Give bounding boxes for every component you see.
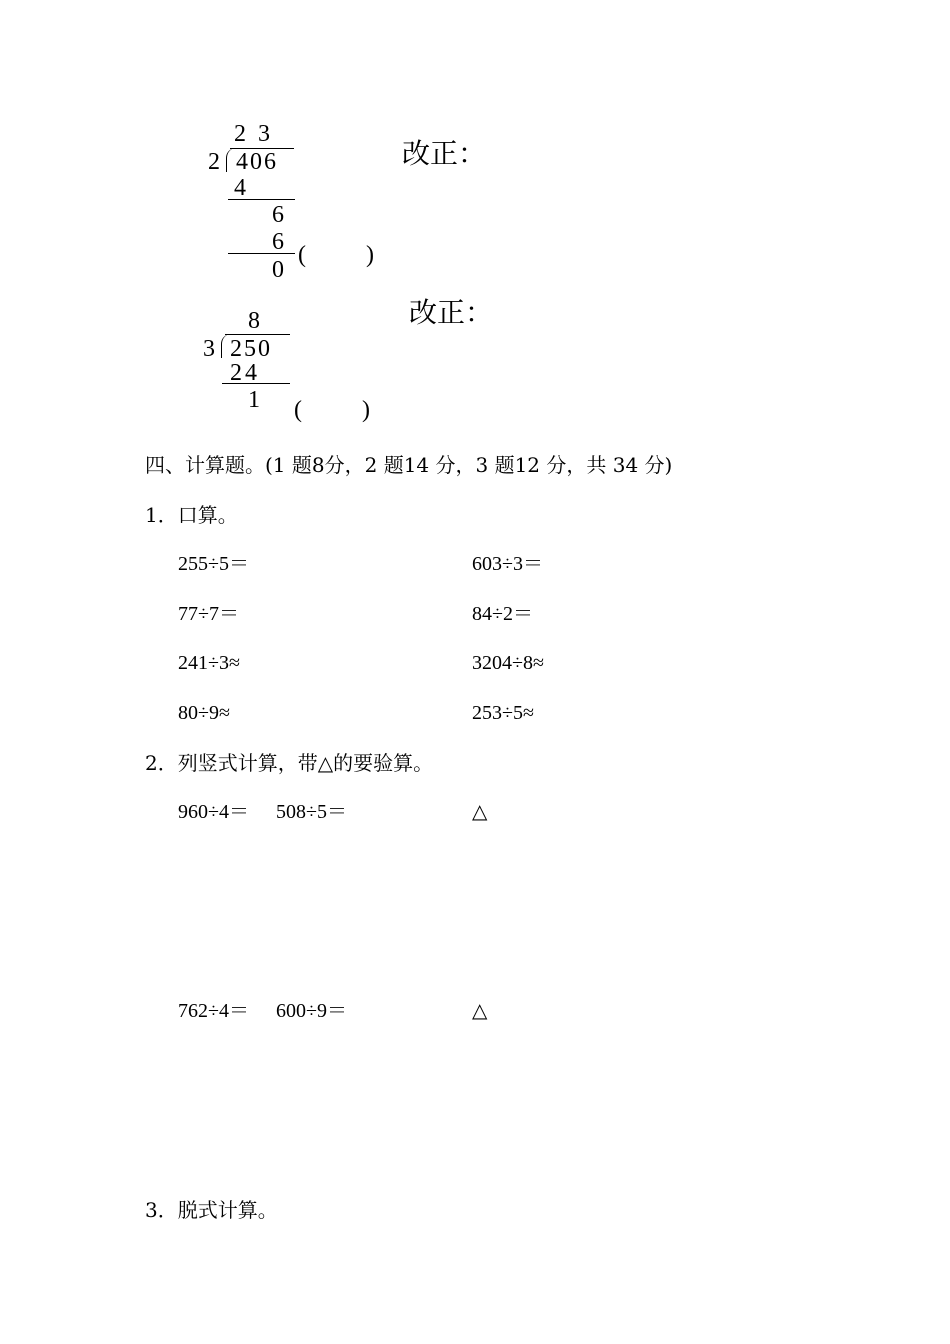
- q1-item-7: 80÷9≈: [178, 702, 230, 724]
- ld2-remainder: 1: [248, 387, 260, 413]
- ld1-answer-paren[interactable]: ( ): [298, 242, 374, 268]
- q1-item-5: 241÷3≈: [178, 652, 240, 674]
- ld2-divisor: 3: [203, 336, 215, 362]
- section-title: 四、计算题。(1 题8分，2 题14 分，3 题12 分，共 34 分): [145, 453, 673, 477]
- q1-item-2: 603÷3＝: [472, 553, 543, 575]
- ld1-step-line-2: [228, 253, 295, 254]
- correction-label-1: 改正：: [402, 137, 487, 170]
- q2-row2-expr-1: 762÷4＝: [178, 1000, 249, 1022]
- correction-label-2: 改正：: [409, 296, 494, 329]
- q2-row1-expr-1: 960÷4＝: [178, 801, 249, 823]
- ld1-dividend: 406: [236, 149, 278, 175]
- ld1-step2: 6: [272, 202, 284, 228]
- ld1-step1: 4: [234, 175, 246, 201]
- q1-item-3: 77÷7＝: [178, 603, 239, 625]
- ld2-answer-paren[interactable]: ( ): [294, 397, 370, 423]
- q1-item-4: 84÷2＝: [472, 603, 533, 625]
- q1-item-8: 253÷5≈: [472, 702, 534, 724]
- ld2-quotient: 8: [248, 308, 260, 334]
- q2-row2-expr-2: 600÷9＝: [276, 1000, 347, 1022]
- ld1-quotient: 2 3: [234, 121, 273, 147]
- q1-item-6: 3204÷8≈: [472, 652, 544, 674]
- q2-row1-triangle-icon: △: [472, 801, 488, 823]
- q2-label: 2．列竖式计算，带△的要验算。: [145, 751, 434, 775]
- ld1-remainder: 0: [272, 257, 284, 283]
- ld2-step1: 24: [230, 360, 260, 386]
- q3-label: 3．脱式计算。: [145, 1198, 278, 1222]
- ld2-dividend: 250: [230, 336, 272, 362]
- ld2-division-bar: [225, 334, 290, 335]
- ld1-step3: 6: [272, 229, 284, 255]
- q1-label: 1．口算。: [145, 503, 238, 527]
- q2-row2-triangle-icon: △: [472, 1000, 488, 1022]
- ld2-step-line-1: [222, 383, 290, 384]
- q1-item-1: 255÷5＝: [178, 553, 249, 575]
- q2-row1-expr-2: 508÷5＝: [276, 801, 347, 823]
- ld1-divisor: 2: [208, 149, 220, 175]
- ld1-step-line-1: [228, 199, 295, 200]
